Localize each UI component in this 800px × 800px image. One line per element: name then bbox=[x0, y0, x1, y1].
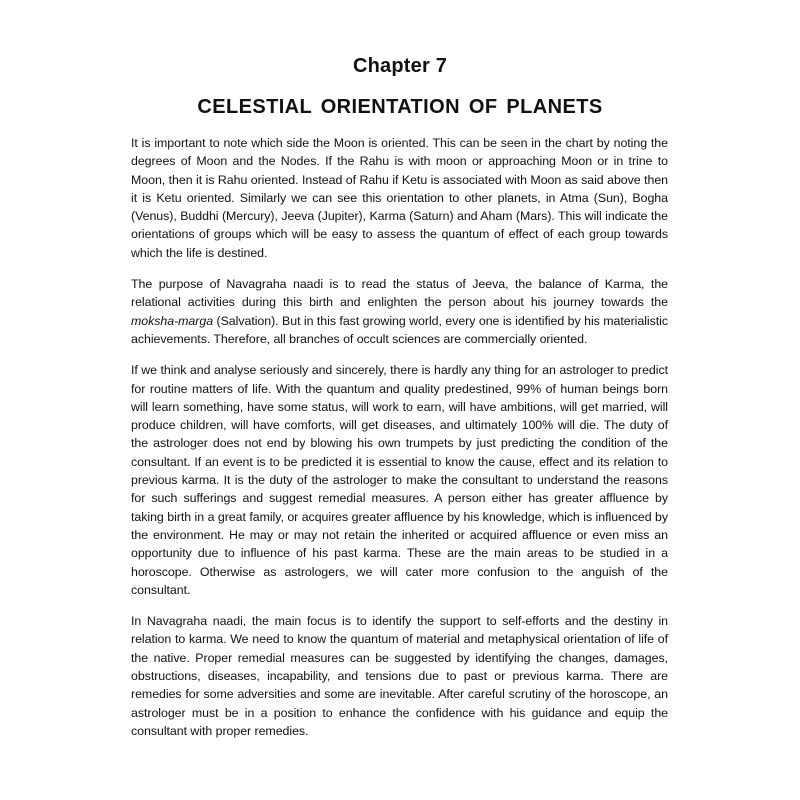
paragraph-astrologer-duty: If we think and analyse seriously and sincerely, there is hardly any thing for an astrologer to predict for routine matters of life. With the quantum and quality predestined, 99% of human beings born will learn something, have some status, will work to earn, will have ambitions, will get married, will produce children, will have comforts, will get diseases, and ultimately 100% will die. The duty of the astrologer does not end by blowing his own trumpets by just predicting the condition of the consultant. If an event is to be predicted it is essential to know the cause, effect and its relation to previous karma. It is the duty of the astrologer to make the consultant to understand the reasons for such sufferings and suggest remedial measures. A person either has greater affluence by taking birth in a great family, or acquires greater affluence by his knowledge, which is influenced by the environment. He may or may not retain the inherited or acquired affluence or even miss an opportunity due to influence of his past karma. These are the main areas to be studied in a horoscope. Otherwise as astrologers, we will cater more confusion to the anguish of the consultant. bbox=[131, 363, 668, 597]
paragraph-moon-orientation: It is important to note which side the Moon is oriented. This can be seen in the chart by noting the degrees of Moon and the Nodes. If the Rahu is with moon or approaching Moon or in trine to Moon, then it is Rahu oriented. Instead of Rahu if Ketu is associated with Moon as said above then it is Ketu oriented. Similarly we can see this orientation to other planets, in Atma (Sun), Bogha (Venus), Buddhi (Mercury), Jeeva (Jupiter), Karma (Saturn) and Aham (Mars). This will indicate the orientations of groups which will be easy to assess the quantum of effect of each group towards which the life is destined. bbox=[131, 136, 668, 260]
chapter-title: CELESTIAL ORIENTATION OF PLANETS bbox=[197, 96, 603, 118]
paragraph-text: (Salvation). But in this fast growing world, every one is identified by his materialistic achievements. Therefore, all branches of occult sciences are commercially oriented. bbox=[131, 313, 668, 346]
chapter-number: Chapter 7 bbox=[352, 55, 448, 77]
paragraph-main-focus: In Navagraha naadi, the main focus is to identify the support to self-efforts and the destiny in relation to karma. We need to know the quantum of material and metaphysical orientation of life of the native. Proper remedial measures can be suggested by identifying the changes, damages, obstructions, diseases, incapability, and tensions due to past or previous karma. There are remedies for some adversities and some are inevitable. After careful scrutiny of the horoscope, an astrologer must be in a position to enhance the confidence with his guidance and equip the consultant with proper remedies. bbox=[131, 614, 668, 738]
paragraph-navagraha-purpose bbox=[131, 275, 668, 348]
emphasized-term: moksha-marga bbox=[131, 313, 214, 328]
body-text bbox=[131, 134, 668, 753]
paragraph-text: The purpose of Navagraha naadi is to read the status of Jeeva, the balance of Karma, the relational activities during this birth and enlighten the person about his journey towards the bbox=[131, 277, 668, 310]
